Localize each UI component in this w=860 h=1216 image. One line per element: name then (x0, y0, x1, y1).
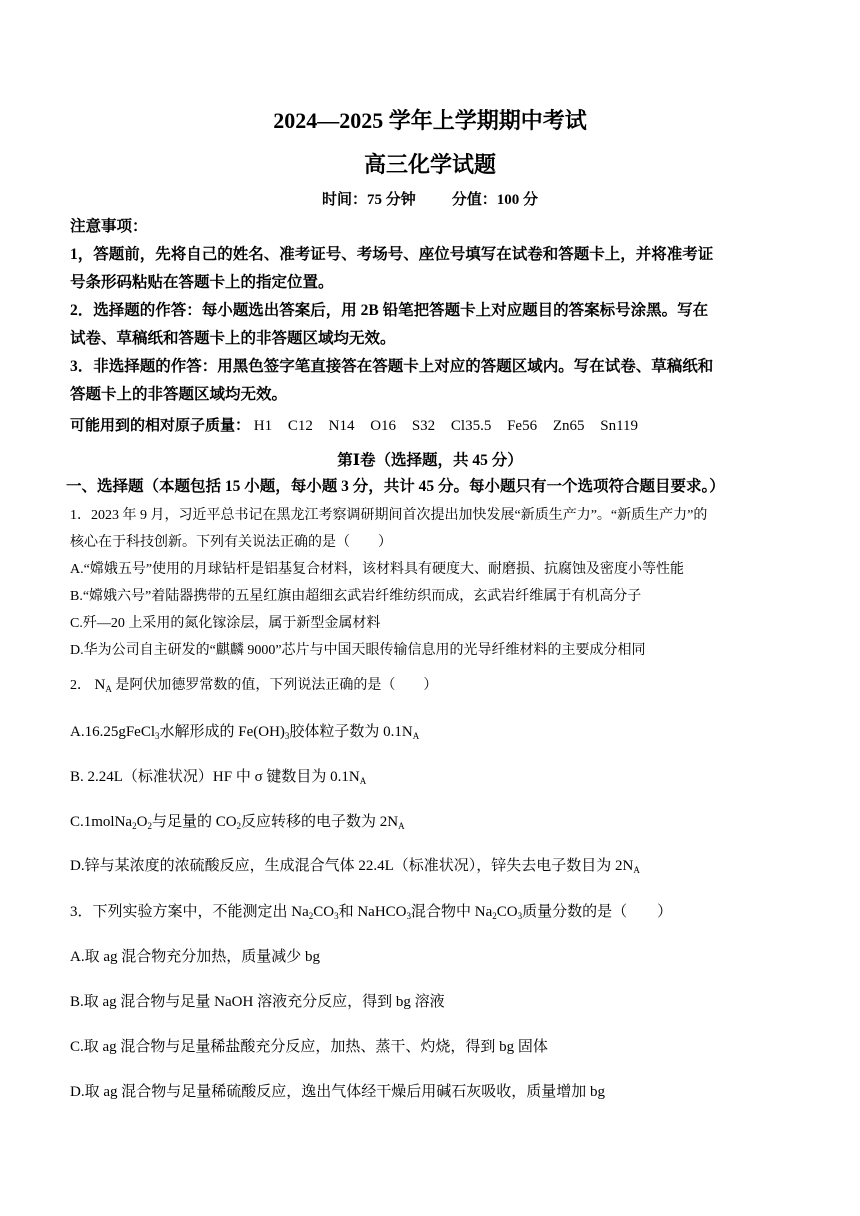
notes-line: 3．非选择题的作答：用黑色签字笔直接答在答题卡上对应的答题区域内。写在试卷、草稿纸和 (70, 358, 714, 375)
question-1-option-d: D.华为公司自主研发的“麒麟 9000”芯片与中国天眼传输信息用的光导纤维材料的主要成分相同 (70, 643, 646, 658)
question-1-stem: 1．2023 年 9 月，习近平总书记在黑龙江考察调研期间首次提出加快发展“新质生产力”。“新质生产力”的 (70, 508, 708, 523)
atomic-mass-item: S32 (411, 418, 436, 434)
question-3-option-a: A.取 ag 混合物充分加热，质量减少 bg (70, 949, 320, 965)
time-score-line (0, 188, 860, 209)
notes-line: 2．选择题的作答：每小题选出答案后，用 2B 铅笔把答题卡上对应题目的答案标号涂黑。写在 (70, 302, 709, 319)
question-2-stem: 2． $N_A$ 是阿伏加德罗常数的值，下列说法正确的是（ ） (70, 677, 438, 694)
notes-line: 试卷、草稿纸和答题卡上的非答题区域均无效。 (70, 330, 396, 347)
atomic-mass-item: Zn65 (552, 418, 585, 434)
notes-heading: 注意事项： (70, 218, 148, 235)
section-title: 第Ⅰ卷（选择题，共 45 分） (337, 452, 523, 469)
atomic-mass-item: O16 (370, 418, 397, 434)
exam-title: 2024—2025 学年上学期期中考试 (273, 108, 587, 133)
question-1-option-b: B.“嫦娥六号”着陆器携带的五星红旗由超细玄武岩纤维纺织而成，玄武岩纤维属于有机高分子 (70, 589, 642, 604)
question-3-option-b: B.取 ag 混合物与足量 NaOH 溶液充分反应，得到 bg 溶液 (70, 994, 445, 1010)
atomic-mass-item: Fe56 (507, 418, 538, 434)
question-3-option-c: C.取 ag 混合物与足量稀盐酸充分反应，加热、蒸干、灼烧，得到 bg 固体 (70, 1039, 548, 1055)
atomic-mass-item: Sn119 (600, 418, 639, 434)
notes-line: 号条形码粘贴在答题卡上的指定位置。 (70, 274, 334, 291)
notes-line: 答题卡上的非答题区域均无效。 (70, 386, 288, 403)
atomic-mass-item: H1 (253, 418, 273, 434)
question-1-stem-cont: 核心在于科技创新。下列有关说法正确的是（ ） (70, 535, 392, 550)
score-label: 分值：100 分 (451, 192, 539, 208)
question-1-option-a: A.“嫦娥五号”使用的月球钻杆是铝基复合材料，该材料具有硬度大、耐磨损、抗腐蚀及密度小等性能 (70, 562, 685, 577)
question-3-stem: 3．下列实验方案中，不能测定出 $Na_2CO_3$和 NaHCO$_3$混合物中 $Na_2CO_3$质量分数的是（ ） (70, 904, 673, 921)
atomic-masses-label: 可能用到的相对原子质量： (70, 418, 251, 434)
atomic-mass-item: C12 (287, 418, 313, 434)
notes-line: 1，答题前，先将自己的姓名、准考证号、考场号、座位号填写在试卷和答题卡上，并将准考证 (70, 246, 714, 263)
question-2-option-b: B. 2.24L（标准状况）HF 中 σ 键数目为 $0.1N_A$ (70, 769, 367, 786)
atomic-mass-item: Cl35.5 (450, 418, 492, 434)
atomic-mass-item: N14 (328, 418, 355, 434)
question-2-option-c: $C.1molNa_2O_2$与足量的 $CO_2$反应转移的电子数为 $2N_A$ (70, 814, 405, 831)
question-1-option-c: C.歼—20 上采用的氮化镓涂层，属于新型金属材料 (70, 616, 381, 631)
question-2-option-d: D.锌与某浓度的浓硫酸反应，生成混合气体 22.4L（标准状况），锌失去电子数目为 $2N_A$ (70, 858, 640, 875)
section-heading: 一、选择题（本题包括 15 小题，每小题 3 分，共计 45 分。每小题只有一个选项符合题目要求。） (66, 478, 725, 495)
question-3-option-d: D.取 ag 混合物与足量稀硫酸反应，逸出气体经干燥后用碱石灰吸收，质量增加 bg (70, 1084, 605, 1100)
exam-subtitle: 高三化学试题 (363, 152, 496, 177)
atomic-masses (70, 414, 650, 435)
time-label: 时间：75 分钟 (321, 192, 416, 208)
question-2-option-a: A.16.25gFeCl$_3$水解形成的 $Fe(OH)_3$胶体粒子数为 $0.1N_A$ (70, 724, 420, 741)
